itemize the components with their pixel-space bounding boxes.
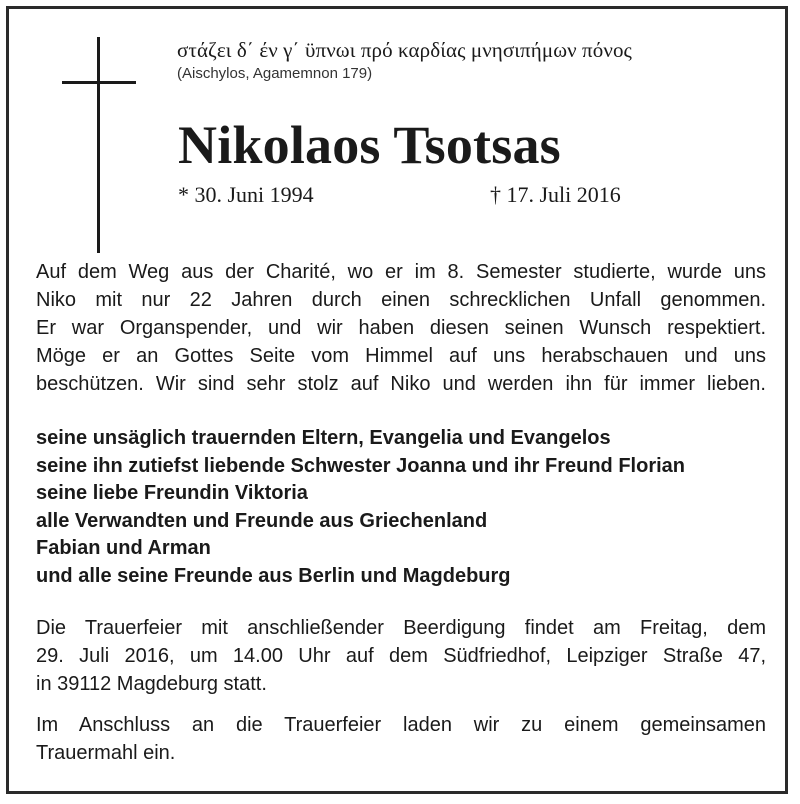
text-line: Die Trauerfeier mit anschließender Beerdigung findet am Freitag, dem bbox=[36, 617, 766, 639]
birth-date: * 30. Juni 1994 bbox=[178, 182, 314, 207]
cross-icon-bar bbox=[62, 81, 136, 84]
greek-motto: στάζει δ΄ έν γ΄ ϋπνωι πρό καρδίας μνησιπήμων πόνος bbox=[177, 38, 632, 62]
mourner-line: Fabian und Arman bbox=[36, 537, 211, 559]
text-line: 29. Juli 2016, um 14.00 Uhr auf dem Südfriedhof, Leipziger Straße 47, bbox=[36, 645, 766, 667]
funeral-details-paragraph bbox=[36, 614, 766, 698]
announcement-paragraph bbox=[36, 258, 766, 398]
mourner-line: seine liebe Freundin Viktoria bbox=[36, 482, 308, 504]
mourners-list bbox=[36, 425, 776, 590]
text-line: Auf dem Weg aus der Charité, wo er im 8. Semester studierte, wurde uns bbox=[36, 261, 766, 283]
motto-source: (Aischylos, Agamemnon 179) bbox=[177, 65, 373, 82]
reception-paragraph bbox=[36, 711, 766, 767]
text-line: Niko mit nur 22 Jahren durch einen schrecklichen Unfall genommen. bbox=[36, 289, 766, 311]
text-line: Möge er an Gottes Seite vom Himmel auf uns herabschauen und uns bbox=[36, 345, 766, 367]
text-line: in 39112 Magdeburg statt. bbox=[36, 673, 267, 695]
mourner-line: und alle seine Freunde aus Berlin und Magdeburg bbox=[36, 564, 511, 587]
mourner-line: seine ihn zutiefst liebende Schwester Joanna und ihr Freund Florian bbox=[36, 454, 685, 477]
text-line: Trauermahl ein. bbox=[36, 742, 176, 764]
mourner-line: alle Verwandten und Freunde aus Griechenland bbox=[36, 509, 488, 532]
text-line: Er war Organspender, und wir haben diesen seinen Wunsch respektiert. bbox=[36, 317, 766, 339]
deceased-name: Nikolaos Tsotsas bbox=[178, 115, 561, 175]
mourner-line: seine unsäglich trauernden Eltern, Evangelia und Evangelos bbox=[36, 427, 611, 449]
cross-icon bbox=[97, 37, 100, 253]
text-line: Im Anschluss an die Trauerfeier laden wir zu einem gemeinsamen bbox=[36, 714, 766, 736]
death-date: † 17. Juli 2016 bbox=[490, 182, 621, 207]
text-line: beschützen. Wir sind sehr stolz auf Niko und werden ihn für immer lieben. bbox=[36, 373, 766, 395]
